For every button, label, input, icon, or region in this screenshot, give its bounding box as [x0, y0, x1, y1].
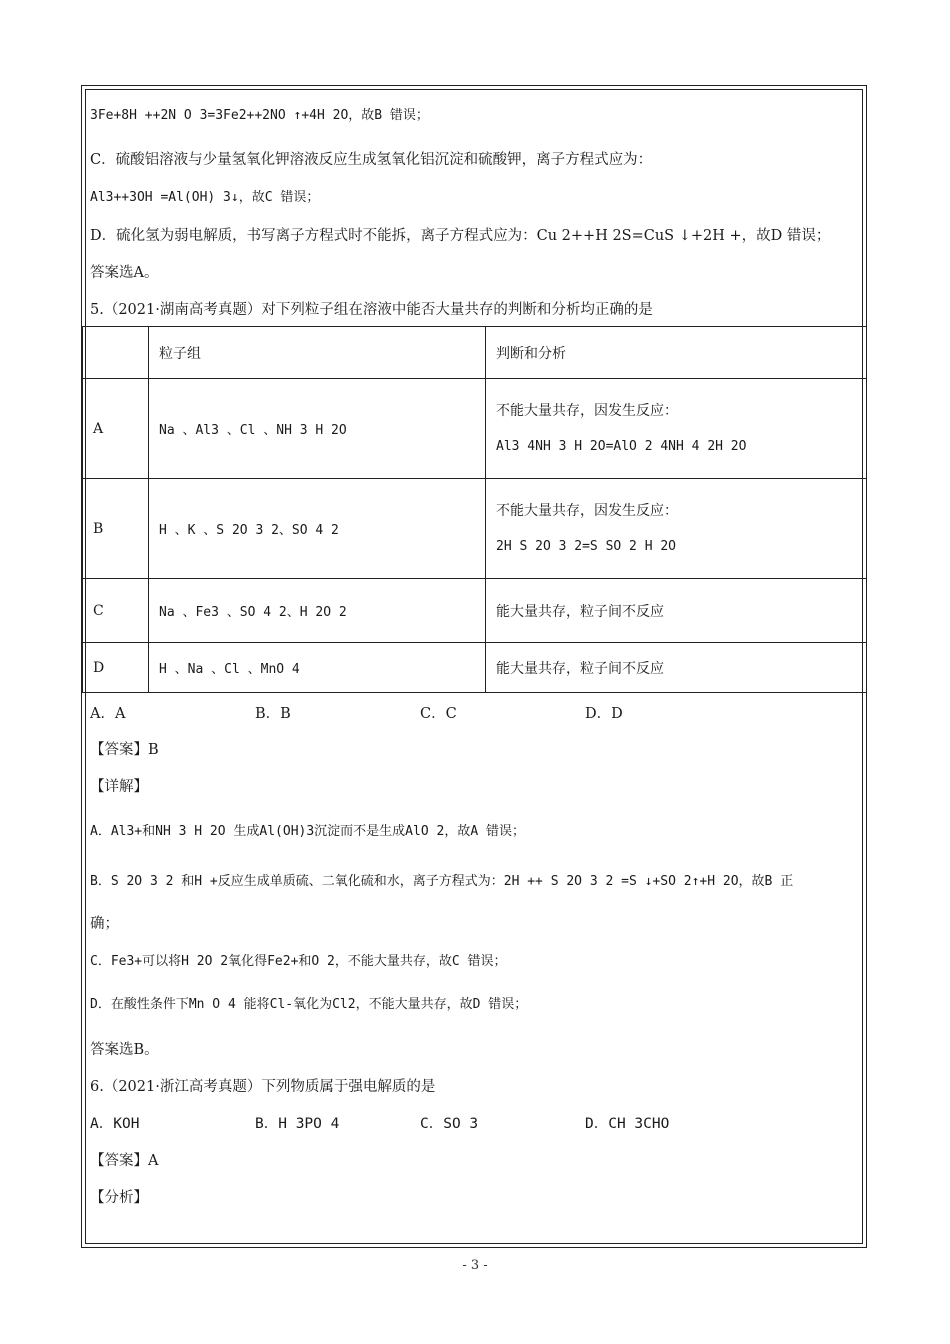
detail-d: D．在酸性条件下Mn O 4 能将Cl-氧化为Cl2，不能大量共存，故D 错误； — [90, 997, 528, 1012]
option-c: C．C — [420, 706, 457, 722]
table-row — [83, 479, 867, 579]
row-particles: Na 、Al3 、Cl 、NH 3 H 2O — [149, 379, 486, 479]
detail-a: A．Al3+和NH 3 H 2O 生成Al(OH)3沉淀而不是生成AlO 2，故A 错误； — [90, 824, 525, 839]
question-5-stem: 5.（2021·湖南高考真题）对下列粒子组在溶液中能否大量共存的判断和分析均正确的是 — [90, 302, 653, 318]
detail-b: B．S 2O 3 2 和H +反应生成单质硫、二氧化硫和水，离子方程式为：2H ++ S 2O 3 2 =S ↓+SO 2↑+H 2O，故B 正 — [90, 874, 794, 889]
row-analysis — [486, 479, 867, 579]
detail-answer: 答案选B。 — [90, 1042, 159, 1058]
table-header-cell — [83, 327, 149, 379]
text-line-2: C．硫酸铝溶液与少量氢氧化钾溶液反应生成氢氧化铝沉淀和硫酸钾，离子方程式应为： — [90, 152, 653, 168]
row-label: C — [83, 579, 149, 643]
row-label: A — [83, 379, 149, 479]
question-6-options — [90, 1114, 750, 1134]
question-6-analysis-title: 【分析】 — [90, 1190, 148, 1206]
table-row — [83, 579, 867, 643]
row-judgement: 不能大量共存，因发生反应： — [496, 502, 678, 519]
option-c: C．SO 3 — [420, 1116, 479, 1132]
row-particles: H 、Na 、Cl 、MnO 4 — [149, 643, 486, 693]
row-analysis — [486, 379, 867, 479]
detail-c: C．Fe3+可以将H 2O 2氧化得Fe2+和O 2，不能大量共存，故C 错误； — [90, 954, 507, 969]
option-a: A．A — [90, 706, 126, 722]
question-6-answer: 【答案】A — [90, 1153, 159, 1169]
question-5-detail-title: 【详解】 — [90, 779, 148, 795]
option-d: D．D — [585, 706, 623, 722]
row-judgement: 不能大量共存，因发生反应： — [496, 402, 678, 419]
row-particles: Na 、Fe3 、SO 4 2、H 2O 2 — [149, 579, 486, 643]
detail-b-cont: 确； — [90, 916, 119, 932]
text-line-4: D．硫化氢为弱电解质，书写离子方程式时不能拆，离子方程式应为：Cu 2++H 2S=CuS ↓+2H +，故D 错误； — [90, 228, 831, 244]
question-5-options — [90, 704, 750, 724]
row-judgement: 能大量共存，粒子间不反应 — [486, 643, 867, 693]
question-5-answer: 【答案】B — [90, 742, 159, 758]
text-line-1: 3Fe+8H ++2N O 3=3Fe2++2NO ↑+4H 2O，故B 错误； — [90, 108, 429, 123]
row-judgement: 能大量共存，粒子间不反应 — [486, 579, 867, 643]
row-equation: Al3 4NH 3 H 2O=AlO 2 4NH 4 2H 2O — [496, 438, 747, 454]
row-label: D — [83, 643, 149, 693]
option-b: B．H 3PO 4 — [255, 1116, 340, 1132]
row-equation: 2H S 2O 3 2=S SO 2 H 2O — [496, 538, 677, 554]
row-particles: H 、K 、S 2O 3 2、SO 4 2 — [149, 479, 486, 579]
option-b: B．B — [255, 706, 291, 722]
row-label: B — [83, 479, 149, 579]
table-header-row — [83, 327, 867, 379]
table-row — [83, 379, 867, 479]
text-line-3: Al3++3OH =Al(OH) 3↓，故C 错误； — [90, 190, 320, 205]
table-header-cell: 粒子组 — [149, 327, 486, 379]
text-line-5: 答案选A。 — [90, 265, 159, 281]
table-row — [83, 643, 867, 693]
page-number: - 3 - — [462, 1258, 488, 1273]
question-6-stem: 6.（2021·浙江高考真题）下列物质属于强电解质的是 — [90, 1079, 436, 1095]
question-5-table — [82, 326, 867, 693]
option-a: A．KOH — [90, 1116, 140, 1132]
option-d: D．CH 3CHO — [585, 1116, 670, 1132]
table-header-cell: 判断和分析 — [486, 327, 867, 379]
